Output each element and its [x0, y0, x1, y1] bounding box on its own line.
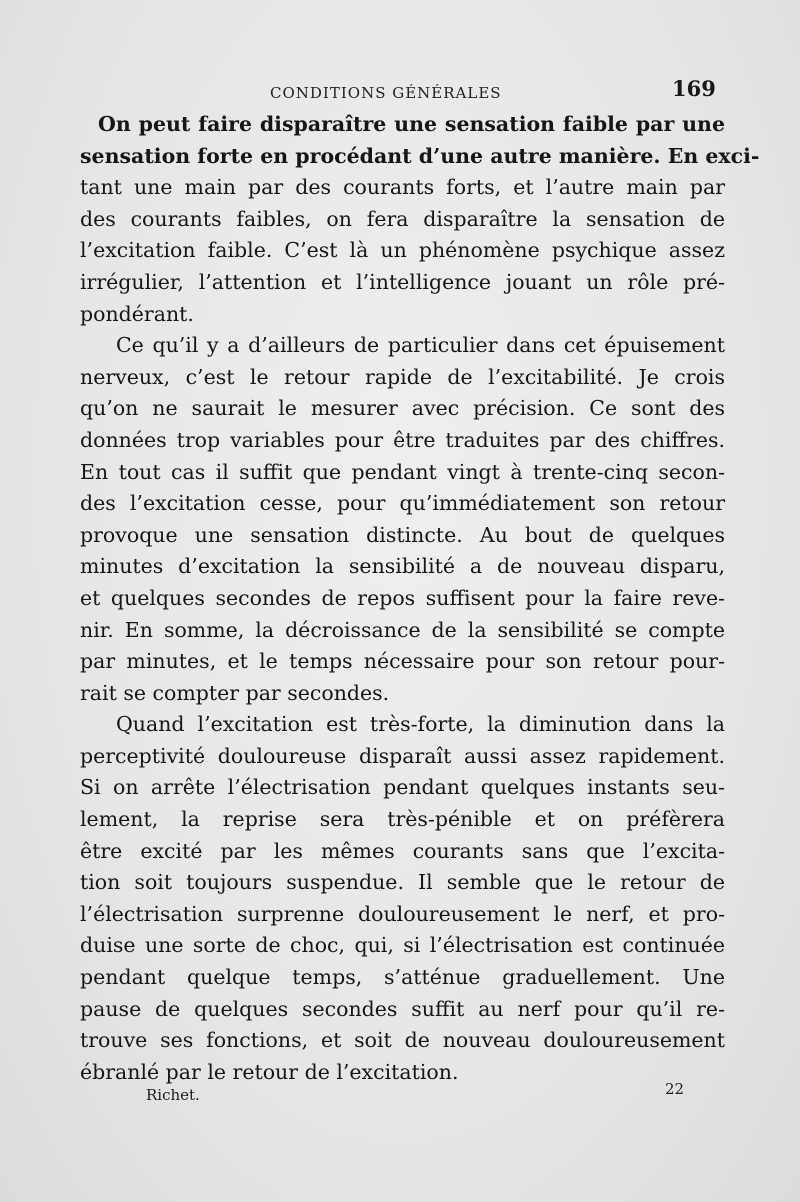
text-line: nerveux, c’est le retour rapide de l’excitabilité. Je crois — [80, 364, 725, 389]
text-line: Ce qu’il y a d’ailleurs de particulier dans cet épuisement — [116, 333, 725, 358]
text-line: des l’excitation cesse, pour qu’immédiatement son retour — [80, 491, 725, 516]
text-line: et quelques secondes de repos suffisent pour la faire reve- — [80, 585, 725, 610]
footer-signature: Richet. — [146, 1086, 200, 1104]
text-line: pause de quelques secondes suffit au nerf pour qu’il re- — [80, 996, 725, 1021]
text-line: être excité par les mêmes courants sans que l’excita- — [80, 838, 725, 863]
footer-sheet-number: 22 — [665, 1080, 685, 1098]
text-line: lement, la reprise sera très-pénible et on préfèrera — [80, 807, 725, 832]
text-line: pendant quelque temps, s’atténue graduellement. Une — [80, 965, 725, 990]
text-line: minutes d’excitation la sensibilité a de nouveau disparu, — [80, 554, 725, 579]
text-line: On peut faire disparaître une sensation faible par une — [98, 112, 725, 136]
text-line: irrégulier, l’attention et l’intelligence jouant un rôle pré- — [80, 269, 725, 294]
page-number: 169 — [672, 76, 716, 101]
text-line: l’électrisation surprenne douloureusement le nerf, et pro- — [80, 901, 725, 926]
text-line: Quand l’excitation est très-forte, la diminution dans la — [116, 712, 725, 737]
text-line: provoque une sensation distincte. Au bout de quelques — [80, 522, 725, 547]
text-line: des courants faibles, on fera disparaître la sensation de — [80, 206, 725, 231]
text-line: l’excitation faible. C’est là un phénomène psychique assez — [80, 238, 725, 263]
text-line: perceptivité douloureuse disparaît aussi assez rapidement. — [80, 743, 725, 768]
text-line: qu’on ne saurait le mesurer avec précision. Ce sont des — [80, 396, 725, 421]
text-line: nir. En somme, la décroissance de la sensibilité se compte — [80, 617, 725, 642]
text-line: Si on arrête l’électrisation pendant quelques instants seu- — [80, 775, 725, 800]
text-line: rait se compter par secondes. — [80, 680, 390, 705]
text-line: données trop variables pour être traduites par des chiffres. — [80, 427, 725, 452]
text-line: ébranlé par le retour de l’excitation. — [80, 1059, 459, 1084]
text-line: duise une sorte de choc, qui, si l’électrisation est continuée — [80, 933, 725, 958]
running-head — [0, 76, 800, 110]
text-line: par minutes, et le temps nécessaire pour son retour pour- — [80, 649, 725, 674]
text-line: sensation forte en procédant d’une autre manière. En exci- — [80, 143, 760, 168]
running-title: CONDITIONS GÉNÉRALES — [270, 84, 502, 102]
text-line: En tout cas il suffit que pendant vingt à trente-cinq secon- — [80, 459, 725, 484]
text-line: tant une main par des courants forts, et l’autre main par — [80, 175, 725, 200]
text-line: trouve ses fonctions, et soit de nouveau douloureusement — [80, 1028, 725, 1053]
text-line: tion soit toujours suspendue. Il semble que le retour de — [80, 870, 725, 895]
body-text — [80, 109, 760, 1088]
text-line: pondérant. — [80, 301, 194, 326]
